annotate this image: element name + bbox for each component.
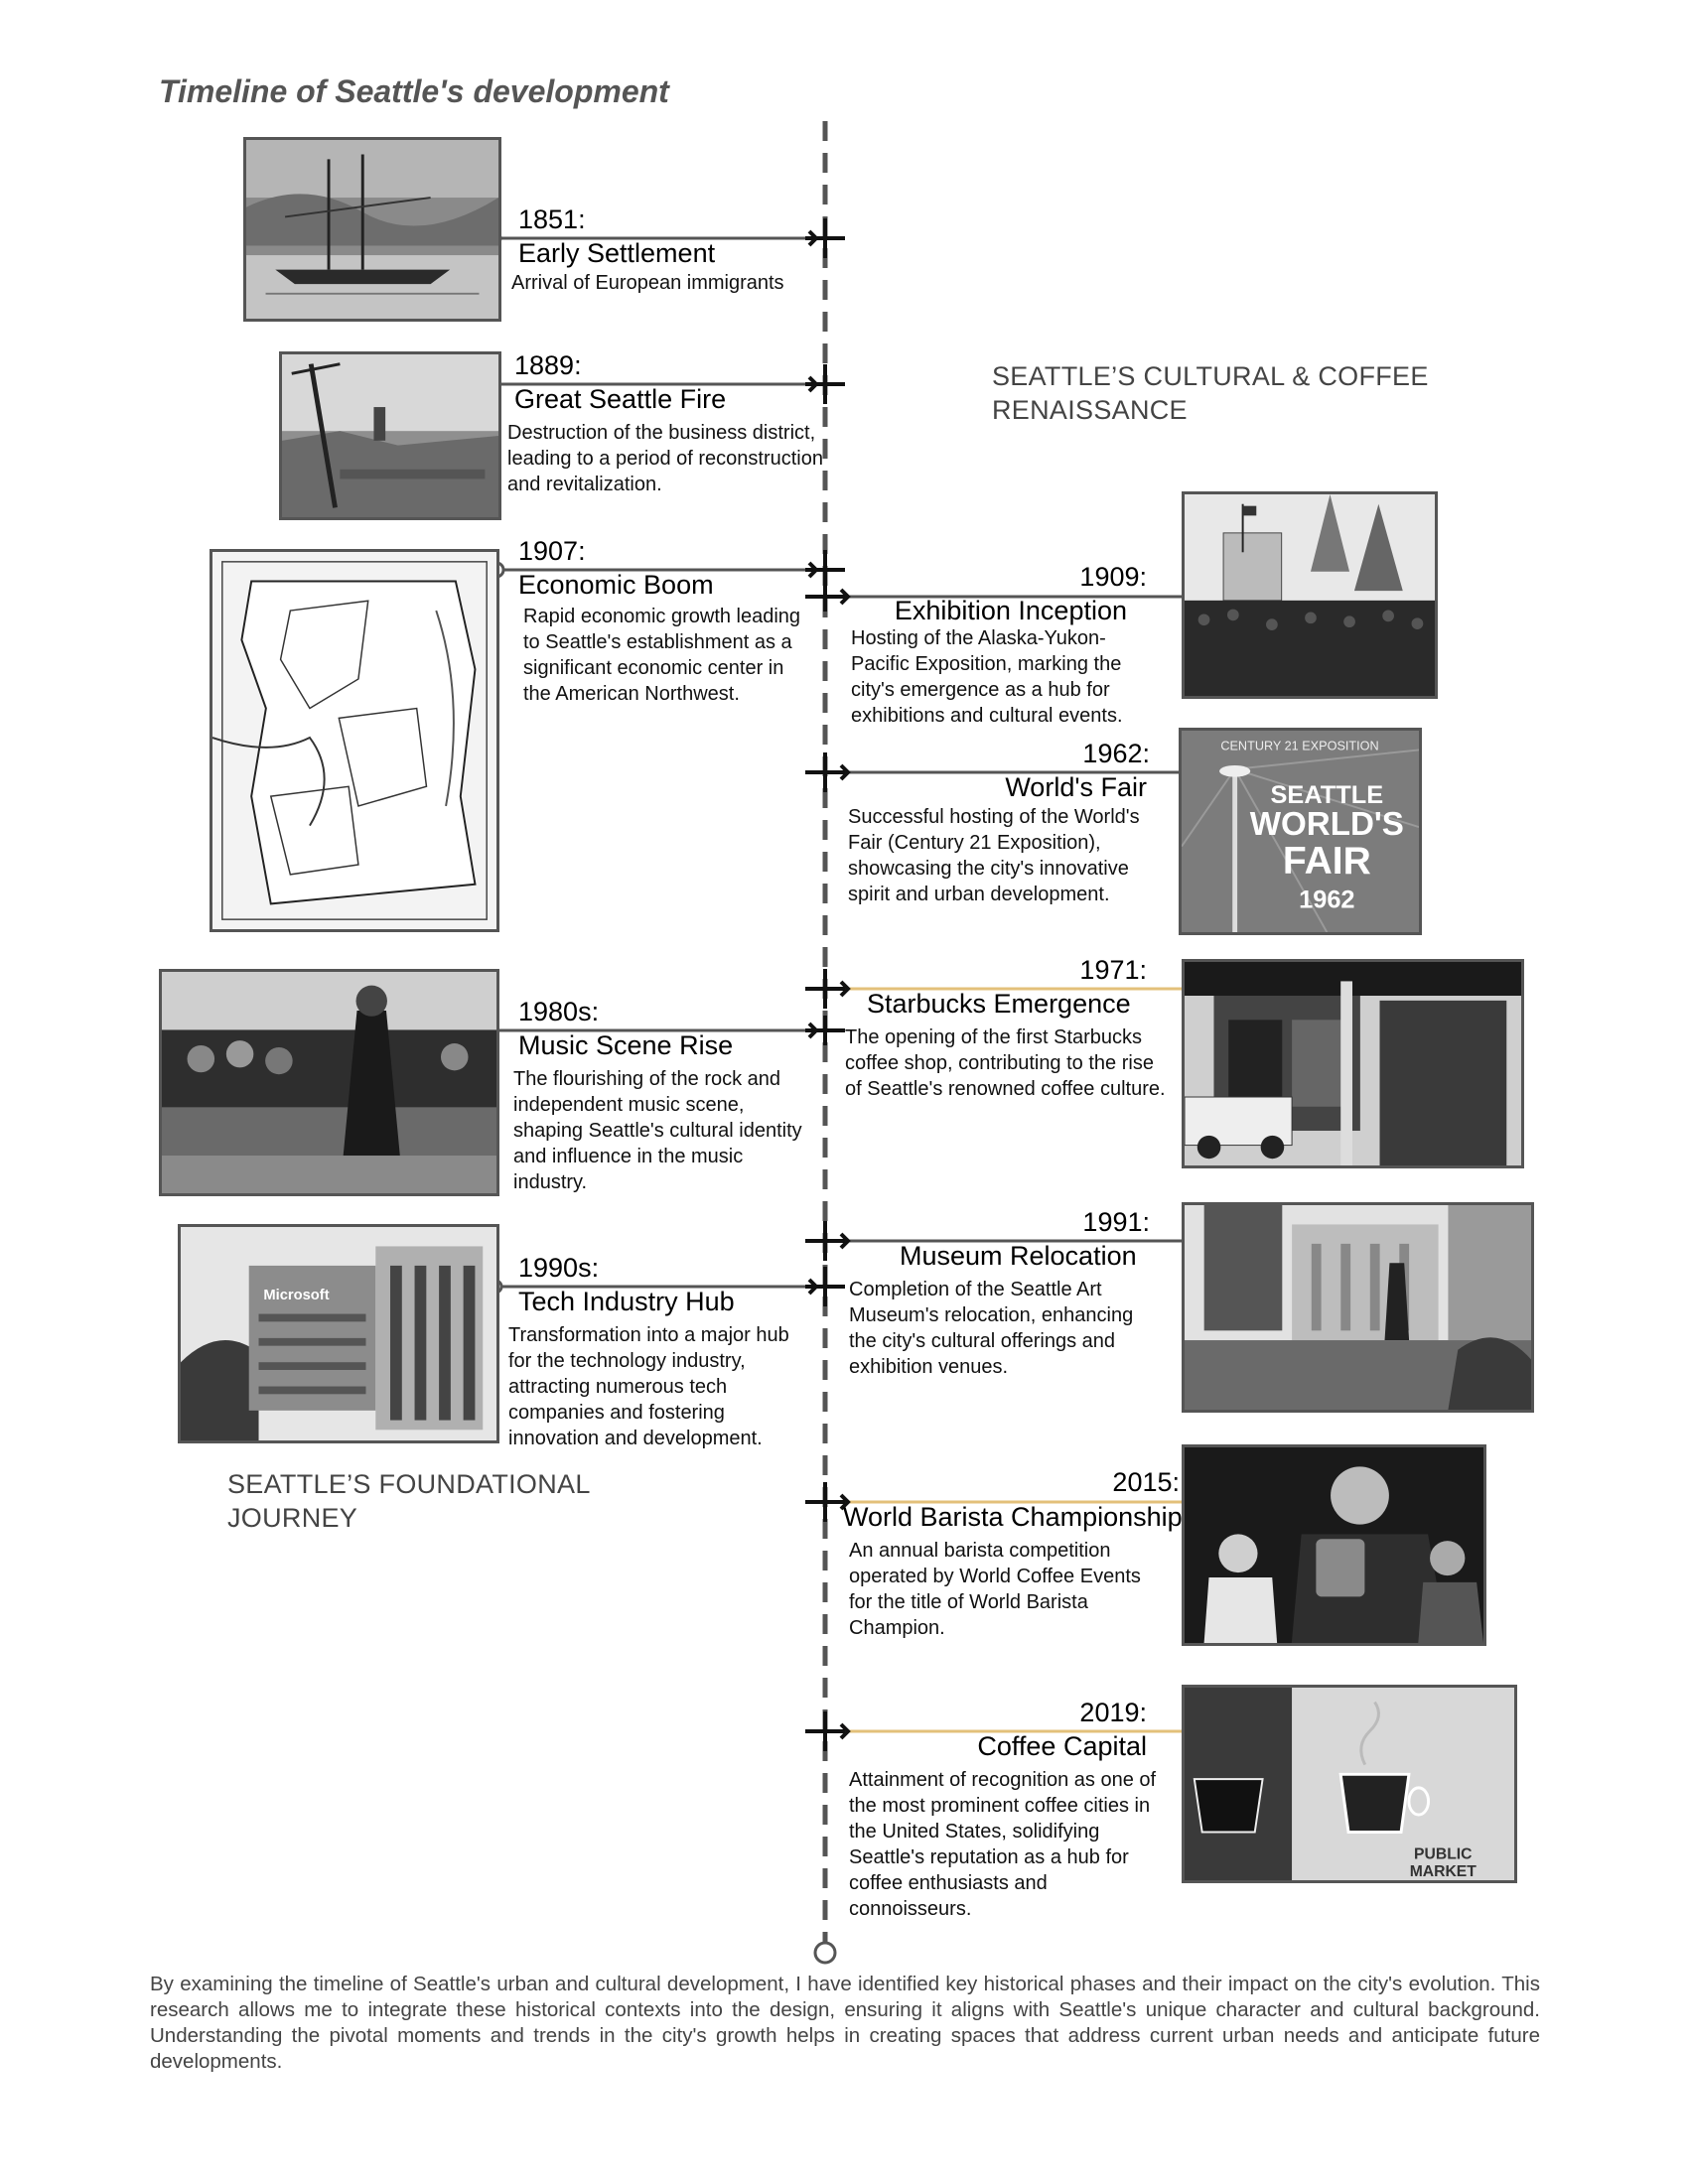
coffee-sign-photo	[1182, 1685, 1517, 1883]
expo-crowd-photo	[1182, 491, 1438, 699]
event-desc-1962: Successful hosting of the World's Fair (Century 21 Exposition), showcasing the city's innovative spirit and urban development.	[848, 806, 1140, 905]
poster-year-text: 1962	[1299, 886, 1355, 914]
event-title-1907: Economic Boom	[518, 570, 714, 600]
historic-city-map	[210, 549, 499, 932]
marker-1990s	[805, 1267, 845, 1306]
event-date-1971: 1971:	[1079, 955, 1147, 985]
microsoft-sign: Microsoft	[263, 1288, 330, 1303]
marker-1971	[805, 969, 848, 1009]
event-desc-2015: An annual barista competition operated by World Coffee Events for the title of World Barista Champion.	[849, 1540, 1141, 1639]
event-desc-1980s: The flourishing of the rock and independent music scene, shaping Seattle's cultural identity and influence in the music industry.	[513, 1068, 802, 1193]
marker-2019	[805, 1711, 848, 1751]
summary-paragraph: By examining the timeline of Seattle's urban and cultural development, I have identified key historical phases and their impact on the city's evolution. This research allows me to integrate these historical contexts into the design, ensuring it aligns with Seattle's unique character and cultural background. Understanding the pivotal moments and trends in the city's growth helps in creating spaces that address current urban needs and anticipate future developments.	[150, 1973, 1540, 2073]
event-desc-1907: Rapid economic growth leading to Seattle's establishment as a significant economic center in the American Northwest.	[523, 606, 801, 705]
event-desc-1851: Arrival of European immigrants	[511, 272, 784, 294]
marker-1851	[805, 218, 845, 258]
poster-seattle-text: SEATTLE	[1270, 780, 1384, 809]
poster-header-text: CENTURY 21 EXPOSITION	[1220, 739, 1379, 753]
page-title: Timeline of Seattle's development	[159, 73, 669, 109]
poster-worlds-text: WORLD'S	[1249, 805, 1404, 843]
event-title-1971: Starbucks Emergence	[867, 989, 1131, 1019]
marker-1962	[805, 752, 848, 792]
left-section-label: SEATTLE’S FOUNDATIONAL JOURNEY	[227, 1469, 590, 1533]
event-date-1990s: 1990s:	[518, 1253, 600, 1283]
barista-championship-photo	[1182, 1444, 1486, 1646]
event-desc-1909: Hosting of the Alaska-Yukon-Pacific Exposition, marking the city's emergence as a hub for exhibitions and cultural events.	[851, 627, 1123, 727]
event-desc-2019: Attainment of recognition as one of the most prominent coffee cities in the United States, solidifying Seattle's reputation as a hub for coffee enthusiasts and connoisseurs.	[849, 1769, 1157, 1920]
worlds-fair-poster	[1179, 728, 1422, 935]
marker-1991	[805, 1221, 848, 1261]
market-sign-line2: MARKET	[1409, 1863, 1477, 1880]
event-desc-1991: Completion of the Seattle Art Museum's relocation, enhancing the city's cultural offerings and exhibition venues.	[849, 1279, 1134, 1378]
poster-fair-text: FAIR	[1282, 839, 1371, 883]
marker-1909	[805, 582, 848, 612]
event-title-2019: Coffee Capital	[977, 1731, 1147, 1761]
event-title-1980s: Music Scene Rise	[518, 1030, 734, 1060]
marker-1980s	[805, 1016, 845, 1045]
event-date-1991: 1991:	[1082, 1207, 1150, 1237]
event-date-1909: 1909:	[1079, 562, 1147, 592]
event-date-1851: 1851:	[518, 205, 586, 234]
right-section-label: SEATTLE’S CULTURAL & COFFEE RENAISSANCE	[992, 361, 1429, 425]
music-concert-photo	[159, 969, 499, 1196]
event-title-1990s: Tech Industry Hub	[518, 1287, 735, 1316]
event-title-1909: Exhibition Inception	[894, 596, 1127, 625]
event-title-2015: World Barista Championship	[843, 1502, 1183, 1532]
event-desc-1971: The opening of the first Starbucks coffee shop, contributing to the rise of Seattle's renowned coffee culture.	[845, 1026, 1166, 1100]
event-date-2019: 2019:	[1079, 1698, 1147, 1727]
event-title-1851: Early Settlement	[518, 238, 716, 268]
event-title-1991: Museum Relocation	[900, 1241, 1137, 1271]
market-sign-line1: PUBLIC	[1414, 1845, 1473, 1863]
event-desc-1990s: Transformation into a major hub for the technology industry, attracting numerous tech companies and fostering innovation and development.	[508, 1324, 789, 1449]
timeline-end-marker	[815, 1943, 835, 1963]
event-date-2015: 2015:	[1112, 1467, 1180, 1497]
event-title-1889: Great Seattle Fire	[514, 384, 727, 414]
event-date-1889: 1889:	[514, 350, 582, 380]
marker-2015	[805, 1482, 848, 1522]
microsoft-building-photo	[178, 1224, 499, 1443]
event-date-1907: 1907:	[518, 536, 586, 566]
sailing-ship-photo	[243, 137, 501, 322]
event-title-1962: World's Fair	[1005, 772, 1147, 802]
starbucks-storefront-photo	[1182, 959, 1524, 1168]
art-museum-photo	[1182, 1202, 1534, 1413]
marker-1889	[805, 364, 845, 404]
fire-ruins-photo	[279, 351, 501, 520]
event-date-1980s: 1980s:	[518, 997, 600, 1026]
event-date-1962: 1962:	[1082, 739, 1150, 768]
event-desc-1889: Destruction of the business district, leading to a period of reconstruction and revitalization.	[507, 422, 823, 495]
